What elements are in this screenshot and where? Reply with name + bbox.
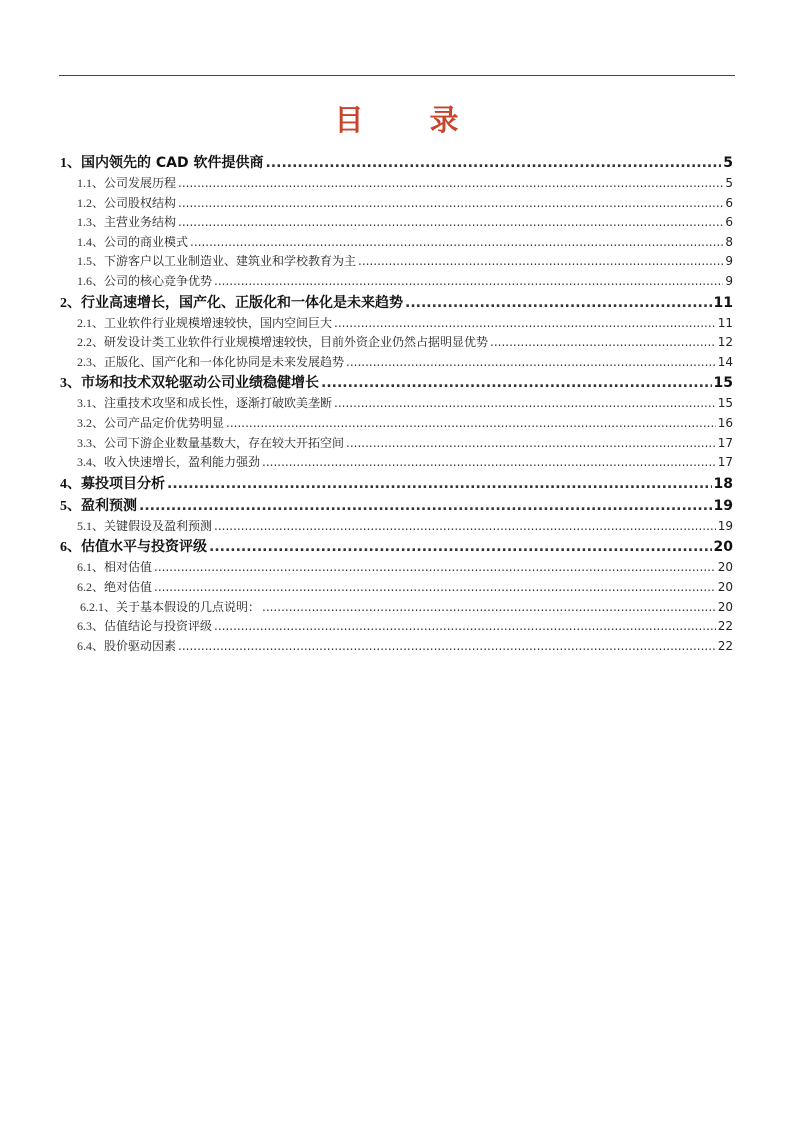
toc-number: 6.1、 <box>77 560 105 575</box>
toc-number: 1.4、 <box>77 234 105 249</box>
toc-title: 目 录 <box>334 103 487 137</box>
table-of-contents <box>60 152 733 656</box>
toc-page: 18 <box>713 475 733 492</box>
toc-number: 1.3、 <box>77 215 105 230</box>
toc-leader <box>490 335 716 349</box>
toc-label: 公司的核心竞争优势 <box>104 273 213 288</box>
toc-label: 行业高速增长，国产化、正版化和一体化是未来趋势 <box>81 294 403 311</box>
toc-page: 5 <box>725 176 733 190</box>
toc-page: 11 <box>713 294 733 311</box>
toc-label: 收入快速增长，盈利能力强劲 <box>104 455 261 470</box>
toc-label: 主营业务结构 <box>104 215 177 230</box>
toc-number: 6、 <box>60 540 81 556</box>
toc-entry[interactable] <box>60 194 733 214</box>
toc-label: 公司股权结构 <box>104 195 177 210</box>
toc-page: 20 <box>717 579 733 594</box>
toc-label: 国内领先的 CAD 软件提供商 <box>81 155 264 171</box>
toc-entry[interactable] <box>60 213 733 233</box>
toc-leader <box>214 619 716 633</box>
toc-page: 9 <box>725 254 733 269</box>
toc-leader <box>346 355 716 369</box>
toc-number: 6.2、 <box>77 579 105 594</box>
toc-page: 19 <box>717 518 733 533</box>
toc-label: 相对估值 <box>104 560 153 575</box>
toc-leader <box>405 295 712 311</box>
toc-entry[interactable] <box>60 252 733 272</box>
toc-leader <box>209 539 712 555</box>
toc-leader <box>358 254 723 268</box>
toc-label: 正版化、国产化和一体化协同是未来发展趋势 <box>104 354 345 369</box>
toc-number: 5.1、 <box>77 518 105 533</box>
toc-entry[interactable] <box>60 598 733 618</box>
toc-leader <box>154 560 716 574</box>
toc-label: 公司发展历程 <box>104 176 177 190</box>
toc-label: 募投项目分析 <box>81 475 165 492</box>
toc-entry[interactable] <box>60 314 733 334</box>
toc-entry[interactable] <box>60 434 733 454</box>
toc-entry[interactable] <box>60 536 733 558</box>
toc-label: 公司的商业模式 <box>104 234 189 249</box>
toc-page: 16 <box>717 415 733 430</box>
toc-leader <box>214 519 716 533</box>
toc-leader <box>346 436 716 450</box>
toc-label: 股价驱动因素 <box>104 638 177 653</box>
toc-label: 注重技术攻坚和成长性，逐渐打破欧美垄断 <box>104 396 333 411</box>
toc-entry[interactable] <box>60 152 733 174</box>
toc-leader <box>154 580 716 594</box>
toc-leader <box>265 155 721 171</box>
toc-page: 14 <box>717 354 733 369</box>
toc-entry[interactable] <box>60 453 733 473</box>
toc-leader <box>190 235 723 249</box>
toc-number: 3.3、 <box>77 435 105 450</box>
toc-page: 6 <box>725 215 733 230</box>
toc-page: 12 <box>717 335 733 350</box>
toc-label: 估值水平与投资评级 <box>81 539 207 556</box>
toc-leader <box>167 476 712 492</box>
toc-number: 1.1、 <box>77 176 105 190</box>
toc-number: 4、 <box>60 476 81 492</box>
toc-label: 工业软件行业规模增速较快，国内空间巨大 <box>104 315 333 330</box>
toc-entry[interactable] <box>60 292 733 314</box>
toc-number: 2.3、 <box>77 354 105 369</box>
toc-page: 19 <box>713 497 733 514</box>
toc-leader <box>334 396 716 410</box>
toc-leader <box>226 416 716 430</box>
toc-label: 公司产品定价优势明显 <box>104 415 225 430</box>
toc-page: 15 <box>717 396 733 411</box>
toc-label: 估值结论与投资评级 <box>104 619 213 634</box>
toc-entry[interactable] <box>60 517 733 537</box>
toc-number: 1、 <box>60 156 81 171</box>
toc-entry[interactable] <box>60 414 733 434</box>
toc-page: 20 <box>717 560 733 575</box>
toc-entry[interactable] <box>60 617 733 637</box>
toc-page: 11 <box>717 315 733 330</box>
toc-leader <box>321 375 712 391</box>
toc-page: 8 <box>725 234 733 249</box>
toc-label: 绝对估值 <box>104 579 153 594</box>
toc-page: 17 <box>717 435 733 450</box>
header-rule <box>59 75 735 76</box>
toc-number: 6.3、 <box>77 619 105 634</box>
toc-label: 公司下游企业数量基数大，存在较大开拓空间 <box>104 435 345 450</box>
toc-label: 研发设计类工业软件行业规模增速较快，目前外资企业仍然占据明显优势 <box>104 335 489 350</box>
toc-label: 下游客户以工业制造业、建筑业和学校教育为主 <box>104 254 357 269</box>
toc-leader <box>214 274 723 288</box>
toc-entry[interactable] <box>60 495 733 517</box>
toc-entry[interactable] <box>60 353 733 373</box>
toc-leader <box>334 316 716 330</box>
toc-entry[interactable] <box>60 473 733 495</box>
toc-number: 1.2、 <box>77 195 105 210</box>
toc-page: 20 <box>717 599 733 614</box>
toc-leader <box>178 176 723 190</box>
toc-label: 关于基本假设的几点说明： <box>116 599 261 614</box>
toc-number: 2、 <box>60 295 81 311</box>
toc-number: 5、 <box>60 498 81 514</box>
toc-page: 6 <box>725 195 733 210</box>
toc-leader <box>178 215 723 229</box>
toc-label: 市场和技术双轮驱动公司业绩稳健增长 <box>81 375 319 392</box>
toc-page: 17 <box>717 455 733 470</box>
toc-number: 1.5、 <box>77 254 105 269</box>
toc-leader <box>139 498 712 514</box>
toc-leader <box>262 455 716 469</box>
toc-entry[interactable] <box>60 394 733 414</box>
toc-page: 22 <box>717 619 733 634</box>
toc-page: 5 <box>723 155 733 171</box>
toc-leader <box>262 600 716 614</box>
toc-leader <box>178 196 723 210</box>
toc-entry[interactable] <box>60 174 733 194</box>
toc-leader <box>178 639 716 653</box>
toc-page: 20 <box>713 539 733 556</box>
toc-number: 1.6、 <box>77 273 105 288</box>
toc-number: 6.4、 <box>77 638 105 653</box>
toc-page: 15 <box>713 375 733 392</box>
toc-entry[interactable] <box>60 637 733 657</box>
toc-page: 9 <box>725 273 733 288</box>
toc-entry[interactable] <box>60 333 733 353</box>
toc-number: 6.2.1、 <box>80 599 117 614</box>
toc-number: 3.1、 <box>77 396 105 411</box>
toc-number: 3.4、 <box>77 455 105 470</box>
toc-page: 22 <box>717 638 733 653</box>
toc-entry[interactable] <box>60 272 733 292</box>
toc-label: 盈利预测 <box>81 497 137 514</box>
toc-label: 关键假设及盈利预测 <box>104 518 213 533</box>
toc-number: 3.2、 <box>77 415 105 430</box>
toc-number: 3、 <box>60 376 81 392</box>
toc-entry[interactable] <box>60 233 733 253</box>
toc-entry[interactable] <box>60 578 733 598</box>
toc-entry[interactable] <box>60 372 733 394</box>
toc-number: 2.1、 <box>77 315 105 330</box>
toc-entry[interactable] <box>60 558 733 578</box>
toc-number: 2.2、 <box>77 335 105 350</box>
